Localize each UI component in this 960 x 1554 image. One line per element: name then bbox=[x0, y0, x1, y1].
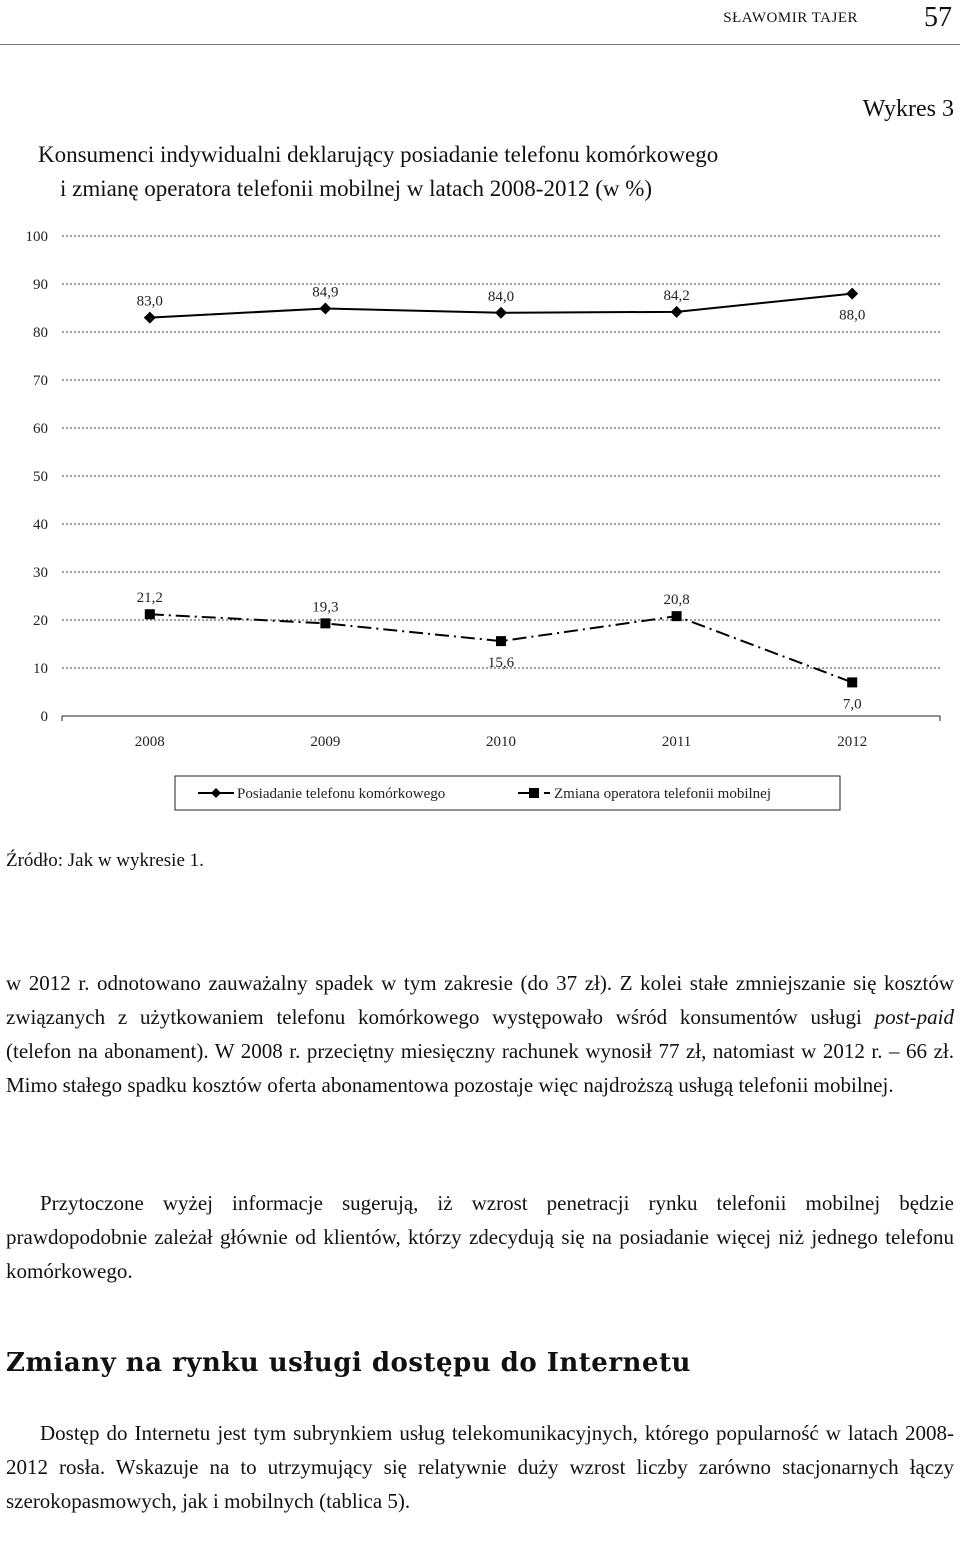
y-tick-label: 0 bbox=[40, 709, 48, 725]
paragraph-1-text-b: (telefon na abonament). W 2008 r. przeciętny miesięczny rachunek wynosił 77 zł, natomiast w 2012 r. – 66 zł. Mimo stałego spadku kosztów oferta abonamentowa pozostaje więc najdroższą usługą telefonii mobilnej. bbox=[6, 1039, 954, 1097]
chart-title bbox=[38, 138, 938, 206]
y-tick-label: 70 bbox=[33, 373, 48, 389]
data-point-square bbox=[672, 611, 682, 621]
data-point-square bbox=[847, 677, 857, 687]
figure-label: Wykres 3 bbox=[862, 96, 954, 122]
data-point-diamond bbox=[144, 312, 156, 324]
data-point-square bbox=[145, 609, 155, 619]
paragraph-1 bbox=[6, 966, 954, 1102]
data-label: 7,0 bbox=[842, 696, 862, 713]
paragraph-1-text-a: w 2012 r. odnotowano zauważalny spadek w tym zakresie (do 37 zł). Z kolei stałe zmniejszanie się kosztów związanych z użytkowaniem telefonu komórkowego występowało wśród konsumentów usługi bbox=[6, 971, 954, 1029]
legend-label-2: Zmiana operatora telefonii mobilnej bbox=[554, 786, 772, 802]
data-point-diamond bbox=[671, 306, 683, 318]
y-tick-label: 50 bbox=[33, 469, 48, 485]
running-header-author: SŁAWOMIR TAJER bbox=[723, 10, 858, 26]
y-tick-label: 100 bbox=[25, 229, 48, 245]
y-tick-label: 40 bbox=[33, 517, 48, 533]
x-tick-label: 2010 bbox=[486, 734, 516, 750]
paragraph-2: Przytoczone wyżej informacje sugerują, iż wzrost penetracji rynku telefonii mobilnej będzie prawdopodobnie zależał głównie od klientów, którzy zdecydują się na posiadanie więcej niż jednego telefonu komórkowego. bbox=[6, 1191, 954, 1283]
figure-source: Źródło: Jak w wykresie 1. bbox=[6, 850, 204, 871]
y-tick-label: 80 bbox=[33, 325, 48, 341]
y-tick-label: 10 bbox=[33, 661, 48, 677]
x-tick-label: 2012 bbox=[837, 734, 868, 750]
data-label: 19,3 bbox=[312, 599, 339, 616]
data-label: 15,6 bbox=[487, 655, 515, 672]
section-heading: Zmiany na rynku usługi dostępu do Internetu bbox=[6, 1348, 691, 1378]
x-tick-label: 2011 bbox=[661, 734, 692, 750]
paragraph-3: Dostęp do Internetu jest tym subrynkiem usług telekomunikacyjnych, którego popularność w latach 2008-2012 rosła. Wskazuje na to utrzymujący się relatywnie duży wzrost liczby zarówno stacjonarnych łączy szerokopasmowych, jak i mobilnych (tablica 5). bbox=[6, 1421, 954, 1513]
data-label: 88,0 bbox=[839, 307, 866, 324]
data-point-square bbox=[496, 636, 506, 646]
data-point-square bbox=[320, 618, 330, 628]
legend-marker-square bbox=[529, 788, 539, 798]
data-point-diamond bbox=[319, 302, 331, 314]
series-line-2 bbox=[150, 614, 852, 682]
legend-label-1: Posiadanie telefonu komórkowego bbox=[237, 786, 446, 802]
paragraph-1-emphasis: post-paid bbox=[874, 1005, 954, 1029]
header-divider bbox=[0, 44, 960, 45]
page-number: 57 bbox=[924, 2, 952, 33]
x-tick-label: 2009 bbox=[310, 734, 341, 750]
y-tick-label: 60 bbox=[33, 421, 48, 437]
data-label: 20,8 bbox=[663, 592, 690, 609]
chart-title-line1: Konsumenci indywidualni deklarujący posiadanie telefonu komórkowego bbox=[38, 142, 719, 167]
data-point-diamond bbox=[495, 307, 507, 319]
data-label: 83,0 bbox=[136, 293, 163, 310]
y-tick-label: 20 bbox=[33, 613, 48, 629]
x-tick-label: 2008 bbox=[134, 734, 165, 750]
data-label: 84,2 bbox=[663, 287, 690, 304]
data-label: 84,9 bbox=[312, 284, 339, 301]
chart-title-line2: i zmianę operatora telefonii mobilnej w latach 2008-2012 (w %) bbox=[60, 176, 653, 201]
data-point-diamond bbox=[846, 288, 858, 300]
line-chart bbox=[0, 220, 960, 820]
y-tick-label: 30 bbox=[33, 565, 48, 581]
data-label: 84,0 bbox=[487, 288, 515, 305]
y-tick-label: 90 bbox=[33, 277, 48, 293]
data-label: 21,2 bbox=[136, 590, 163, 607]
